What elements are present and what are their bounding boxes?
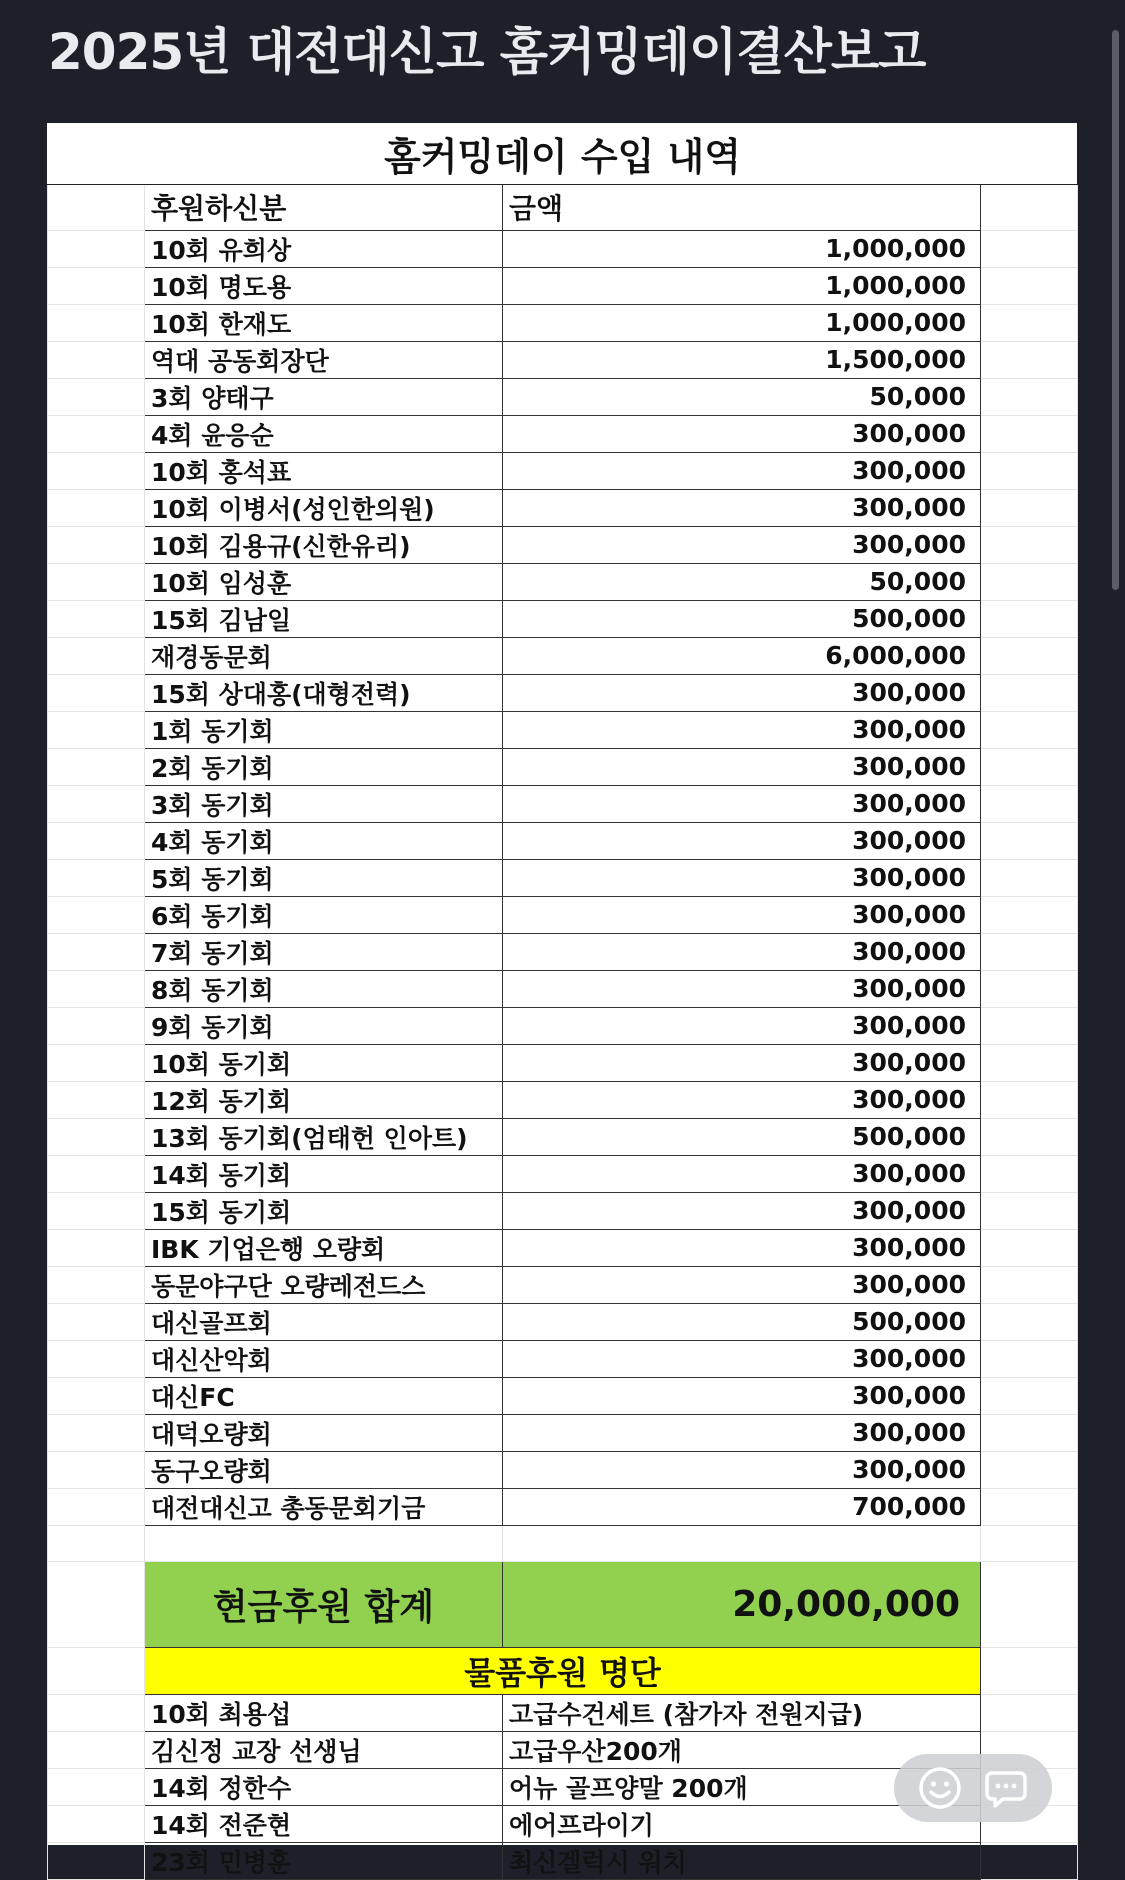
speech-bubble-icon[interactable] (983, 1765, 1029, 1811)
in-kind-title: 물품후원 명단 (145, 1647, 981, 1694)
donation-amount: 300,000 (503, 1044, 981, 1081)
in-kind-row (48, 1694, 1078, 1731)
donation-amount: 300,000 (503, 1377, 981, 1414)
donation-amount: 1,000,000 (503, 304, 981, 341)
donor-name: 1회 동기회 (145, 711, 503, 748)
donor-name: 14회 동기회 (145, 1155, 503, 1192)
donation-amount: 300,000 (503, 748, 981, 785)
donation-amount: 1,000,000 (503, 267, 981, 304)
header-row (48, 184, 1078, 230)
table-row (48, 637, 1078, 674)
table-row (48, 1488, 1078, 1525)
donor-name: 3회 양태구 (145, 378, 503, 415)
table-row (48, 859, 1078, 896)
donation-amount: 300,000 (503, 1340, 981, 1377)
scrollbar[interactable] (1112, 30, 1119, 590)
table-row (48, 1044, 1078, 1081)
donor-name: 동구오량회 (145, 1451, 503, 1488)
donor-name: 10회 임성훈 (145, 563, 503, 600)
donor-name: 15회 동기회 (145, 1192, 503, 1229)
table-row (48, 1007, 1078, 1044)
donation-amount: 300,000 (503, 1266, 981, 1303)
table-row (48, 341, 1078, 378)
in-kind-item: 고급수건세트 (참가자 전원지급) (503, 1694, 981, 1731)
income-table (47, 123, 1078, 1880)
in-kind-row (48, 1842, 1078, 1879)
donor-name: 15회 김남일 (145, 600, 503, 637)
donation-amount: 500,000 (503, 1118, 981, 1155)
donor-name: 대덕오량회 (145, 1414, 503, 1451)
donation-amount: 1,500,000 (503, 341, 981, 378)
donor-name: 역대 공동회장단 (145, 341, 503, 378)
donation-amount: 50,000 (503, 378, 981, 415)
donation-amount: 300,000 (503, 1451, 981, 1488)
donor-name: 10회 동기회 (145, 1044, 503, 1081)
table-row (48, 822, 1078, 859)
table-row (48, 1155, 1078, 1192)
table-row (48, 1414, 1078, 1451)
donation-amount: 300,000 (503, 452, 981, 489)
donation-amount: 500,000 (503, 1303, 981, 1340)
donation-amount: 1,000,000 (503, 230, 981, 267)
donor-name: 재경동문회 (145, 637, 503, 674)
donation-amount: 300,000 (503, 933, 981, 970)
in-kind-item: 최신겔럭시 워치 (503, 1842, 981, 1879)
donation-amount: 300,000 (503, 489, 981, 526)
table-row (48, 1081, 1078, 1118)
donor-name: 동문야구단 오량레전드스 (145, 1266, 503, 1303)
reaction-buttons (894, 1754, 1052, 1822)
donation-amount: 300,000 (503, 1007, 981, 1044)
donation-amount: 300,000 (503, 526, 981, 563)
donation-amount: 300,000 (503, 674, 981, 711)
in-kind-donor: 23회 민병훈 (145, 1842, 503, 1879)
table-row (48, 415, 1078, 452)
table-row (48, 452, 1078, 489)
donation-amount: 300,000 (503, 1081, 981, 1118)
donor-name: 6회 동기회 (145, 896, 503, 933)
table-row (48, 1451, 1078, 1488)
donation-amount: 300,000 (503, 1414, 981, 1451)
donor-name: 5회 동기회 (145, 859, 503, 896)
donation-amount: 300,000 (503, 896, 981, 933)
table-row (48, 489, 1078, 526)
table-row (48, 970, 1078, 1007)
table-row (48, 1303, 1078, 1340)
in-kind-donor: 14회 전준현 (145, 1805, 503, 1842)
table-row (48, 1229, 1078, 1266)
donor-name: 15회 상대홍(대형전력) (145, 674, 503, 711)
donor-name: 8회 동기회 (145, 970, 503, 1007)
table-row (48, 1340, 1078, 1377)
spacer-row (48, 1525, 1078, 1561)
donation-amount: 300,000 (503, 822, 981, 859)
table-row (48, 933, 1078, 970)
donation-amount: 300,000 (503, 859, 981, 896)
in-kind-donor: 14회 정한수 (145, 1768, 503, 1805)
donation-amount: 300,000 (503, 970, 981, 1007)
donation-amount: 300,000 (503, 1229, 981, 1266)
donation-amount: 6,000,000 (503, 637, 981, 674)
donor-name: 4회 윤응순 (145, 415, 503, 452)
table-row (48, 304, 1078, 341)
donor-name: 대신골프회 (145, 1303, 503, 1340)
donor-name: 대신FC (145, 1377, 503, 1414)
cash-total-row (48, 1561, 1078, 1647)
table-row (48, 748, 1078, 785)
donor-name: 3회 동기회 (145, 785, 503, 822)
spreadsheet-image (47, 123, 1077, 1877)
table-row (48, 230, 1078, 267)
donor-name: 10회 명도용 (145, 267, 503, 304)
smiley-icon[interactable] (917, 1765, 963, 1811)
table-row (48, 785, 1078, 822)
donation-amount: 300,000 (503, 415, 981, 452)
donor-name: 10회 이병서(성인한의원) (145, 489, 503, 526)
cash-total-value: 20,000,000 (503, 1561, 981, 1647)
table-row (48, 1377, 1078, 1414)
donor-name: 10회 김용규(신한유리) (145, 526, 503, 563)
donor-name: 13회 동기회(엄태헌 인아트) (145, 1118, 503, 1155)
table-row (48, 1266, 1078, 1303)
table-row (48, 267, 1078, 304)
in-kind-item: 에어프라이기 (503, 1805, 981, 1842)
donor-name: 4회 동기회 (145, 822, 503, 859)
donor-name: 7회 동기회 (145, 933, 503, 970)
table-row (48, 526, 1078, 563)
donation-amount: 300,000 (503, 1155, 981, 1192)
donation-amount: 300,000 (503, 785, 981, 822)
in-kind-donor: 10회 최용섭 (145, 1694, 503, 1731)
table-row (48, 600, 1078, 637)
table-row (48, 674, 1078, 711)
post-title: 2025년 대전대신고 홈커밍데이결산보고 (48, 23, 926, 81)
table-row (48, 1192, 1078, 1229)
in-kind-title-row (48, 1647, 1078, 1694)
donation-amount: 700,000 (503, 1488, 981, 1525)
donation-amount: 500,000 (503, 600, 981, 637)
donor-name: 12회 동기회 (145, 1081, 503, 1118)
donor-name: 대전대신고 총동문회기금 (145, 1488, 503, 1525)
donor-name: 9회 동기회 (145, 1007, 503, 1044)
header-donor: 후원하신분 (145, 184, 503, 230)
table-row (48, 563, 1078, 600)
sheet-title-row (48, 123, 1078, 184)
donor-name: 2회 동기회 (145, 748, 503, 785)
in-kind-item: 어뉴 골프양말 200개 (503, 1768, 981, 1805)
table-row (48, 1118, 1078, 1155)
table-row (48, 896, 1078, 933)
in-kind-donor: 김신정 교장 선생님 (145, 1731, 503, 1768)
table-row (48, 378, 1078, 415)
in-kind-item: 고급우산200개 (503, 1731, 981, 1768)
cash-total-label: 현금후원 합계 (145, 1561, 503, 1647)
header-amount: 금액 (503, 184, 981, 230)
donation-amount: 300,000 (503, 1192, 981, 1229)
donor-name: 10회 한재도 (145, 304, 503, 341)
donor-name: 대신산악회 (145, 1340, 503, 1377)
donation-amount: 300,000 (503, 711, 981, 748)
donation-amount: 50,000 (503, 563, 981, 600)
donor-name: 10회 홍석표 (145, 452, 503, 489)
table-row (48, 711, 1078, 748)
donor-name: 10회 유희상 (145, 230, 503, 267)
donor-name: IBK 기업은행 오량회 (145, 1229, 503, 1266)
sheet-title: 홈커밍데이 수입 내역 (48, 123, 1078, 184)
